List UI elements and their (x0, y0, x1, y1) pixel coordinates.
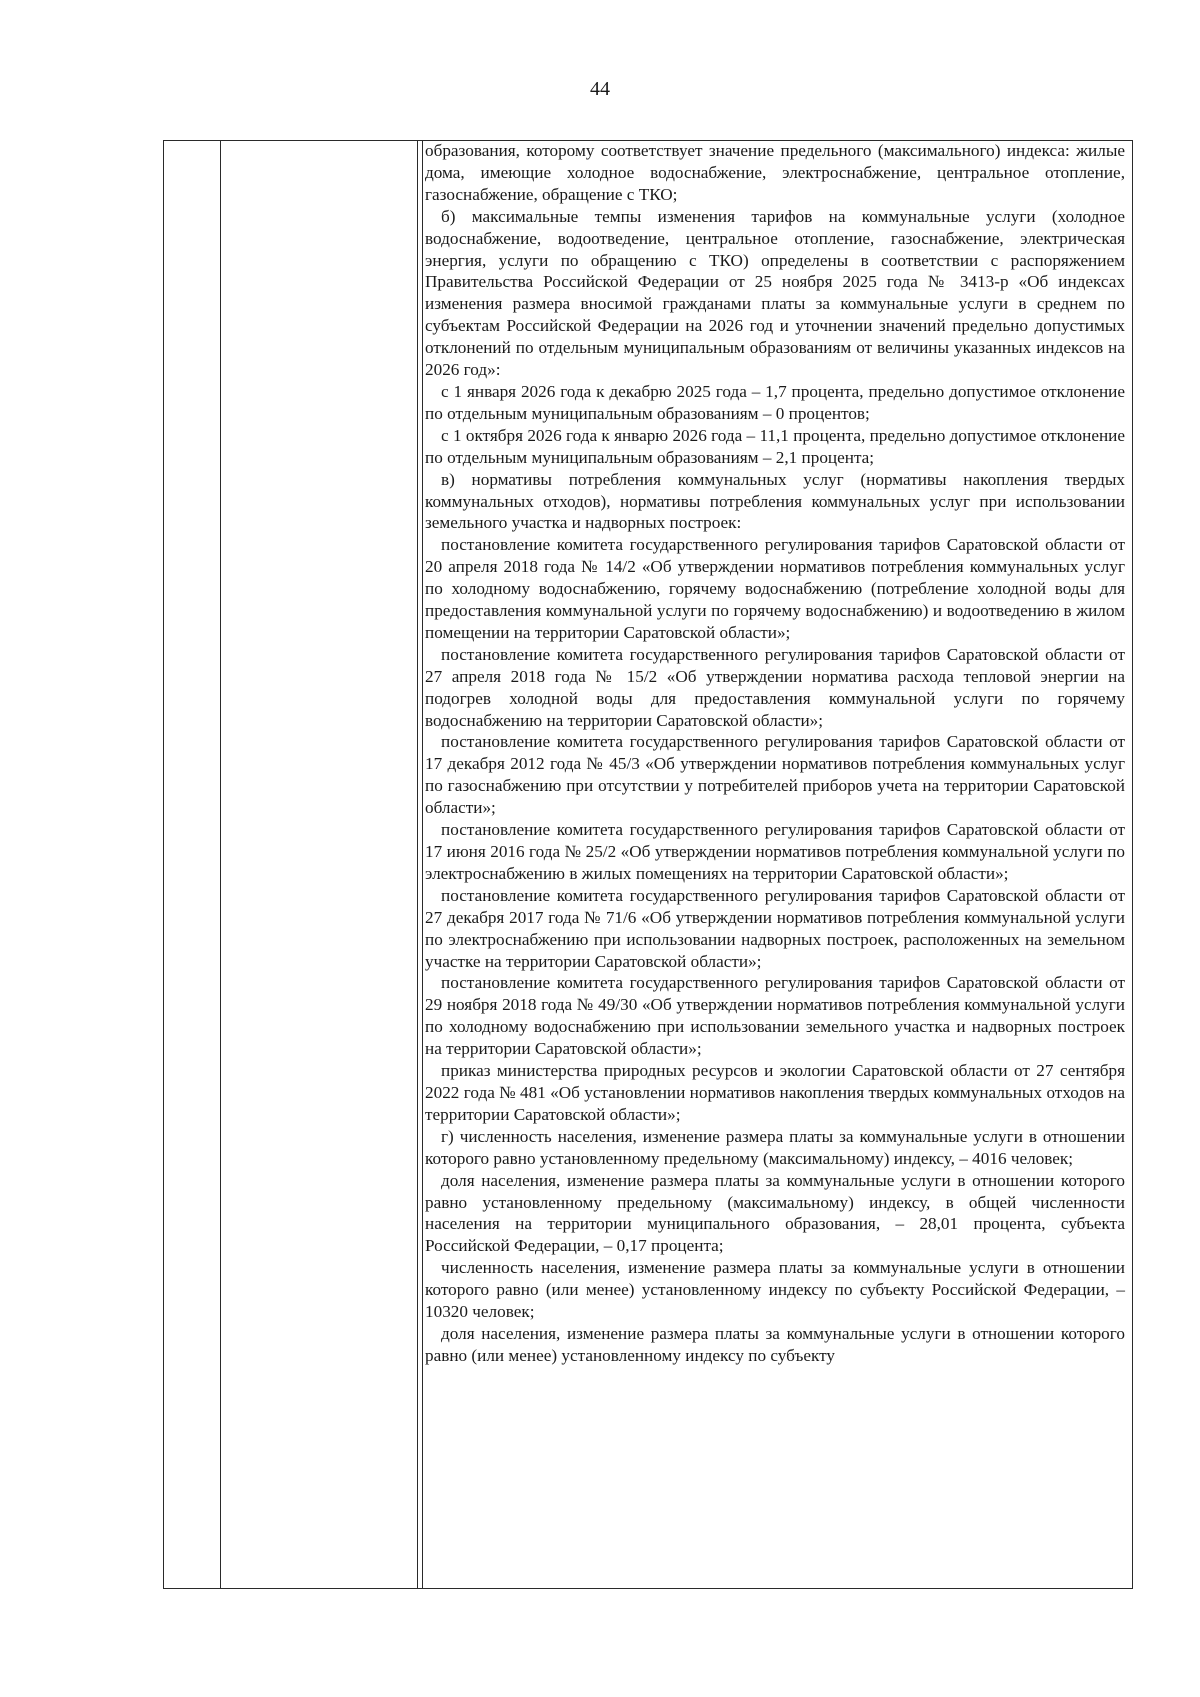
paragraph: постановление комитета государственного регулирования тарифов Саратовской области от 17 июня 2016 года № 25/2 «Об утверждении нормативов потребления коммунальной услуги по электроснабжению в жилых помещениях на территории Саратовской области»; (425, 820, 1125, 883)
paragraph: постановление комитета государственного регулирования тарифов Саратовской области от 27 декабря 2017 года № 71/6 «Об утверждении нормативов потребления коммунальной услуги по электроснабжению при использовании надворных построек, расположенных на земельном участке на территории Саратовской области»; (425, 885, 1125, 971)
paragraph: постановление комитета государственного регулирования тарифов Саратовской области от 20 апреля 2018 года № 14/2 «Об утверждении нормативов потребления коммунальных услуг по холодному водоснабжению, горячему водоснабжению (потребление холодной воды для предоставления коммунальной услуги по горячему водоснабжению) и водоотведению в жилом помещении на территории Саратовской области»; (425, 535, 1125, 642)
paragraph: с 1 января 2026 года к декабрю 2025 года – 1,7 процента, предельно допустимое отклонение по отдельным муниципальным образованиям – 0 процентов; (425, 381, 1125, 423)
paragraph: постановление комитета государственного регулирования тарифов Саратовской области от 29 ноября 2018 года № 49/30 «Об утверждении нормативов потребления коммунальной услуги по холодному водоснабжению при использовании земельного участка и надворных построек на территории Саратовской области»; (425, 973, 1125, 1059)
paragraph: численность населения, изменение размера платы за коммунальные услуги в отношении которого равно (или менее) установленному индексу по субъекту Российской Федерации, – 10320 человек; (425, 1258, 1125, 1322)
column-divider (422, 141, 423, 1588)
paragraph: б) максимальные темпы изменения тарифов на коммунальные услуги (холодное водоснабжение, водоотведение, центральное отопление, газоснабжение, электрическая энергия, услуги по обращению с ТКО) определены в соответствии с распоряжением Правительства Российской Федерации от 25 ноября 2025 года № 3413-р «Об индексах изменения размера вносимой гражданами платы за коммунальные услуги в среднем по субъектам Российской Федерации на 2026 год и уточнении значений предельно допустимых отклонений по отдельным муниципальным образованиям от величины указанных индексов на 2026 год»: (425, 206, 1125, 380)
table-cell-text (425, 140, 1125, 1367)
page-number: 44 (590, 78, 610, 100)
paragraph: постановление комитета государственного регулирования тарифов Саратовской области от 17 декабря 2012 года № 45/3 «Об утверждении нормативов потребления коммунальных услуг по газоснабжению при отсутствии у потребителей приборов учета на территории Саратовской области»; (425, 732, 1125, 818)
paragraph: постановление комитета государственного регулирования тарифов Саратовской области от 27 апреля 2018 года № 15/2 «Об утверждении норматива расхода тепловой энергии на подогрев холодной воды для предоставления коммунальной услуги по горячему водоснабжению на территории Саратовской области»; (425, 644, 1125, 730)
paragraph: доля населения, изменение размера платы за коммунальные услуги в отношении которого равно (или менее) установленному индексу по субъекту (425, 1323, 1125, 1365)
paragraph: с 1 октября 2026 года к январю 2026 года – 11,1 процента, предельно допустимое отклонение по отдельным муниципальным образованиям – 2,1 процента; (425, 425, 1125, 467)
paragraph: приказ министерства природных ресурсов и экологии Саратовской области от 27 сентября 2022 года № 481 «Об установлении нормативов накопления твердых коммунальных отходов на территории Саратовской области»; (425, 1061, 1125, 1124)
paragraph: в) нормативы потребления коммунальных услуг (нормативы накопления твердых коммунальных отходов), нормативы потребления коммунальных услуг при использовании земельного участка и надворных построек: (425, 469, 1125, 533)
paragraph: доля населения, изменение размера платы за коммунальные услуги в отношении которого равно установленному предельному (максимальному) индексу, в общей численности населения на территории муниципального образования, – 28,01 процента, субъекта Российской Федерации, – 0,17 процента; (425, 1170, 1125, 1256)
column-divider (417, 141, 418, 1588)
paragraph: г) численность населения, изменение размера платы за коммунальные услуги в отношении которого равно установленному предельному (максимальному) индексу, – 4016 человек; (425, 1126, 1125, 1168)
paragraph: образования, которому соответствует значение предельного (максимального) индекса: жилые дома, имеющие холодное водоснабжение, электроснабжение, центральное отопление, газоснабжение, обращение с ТКО; (425, 141, 1125, 204)
column-divider (220, 141, 221, 1588)
